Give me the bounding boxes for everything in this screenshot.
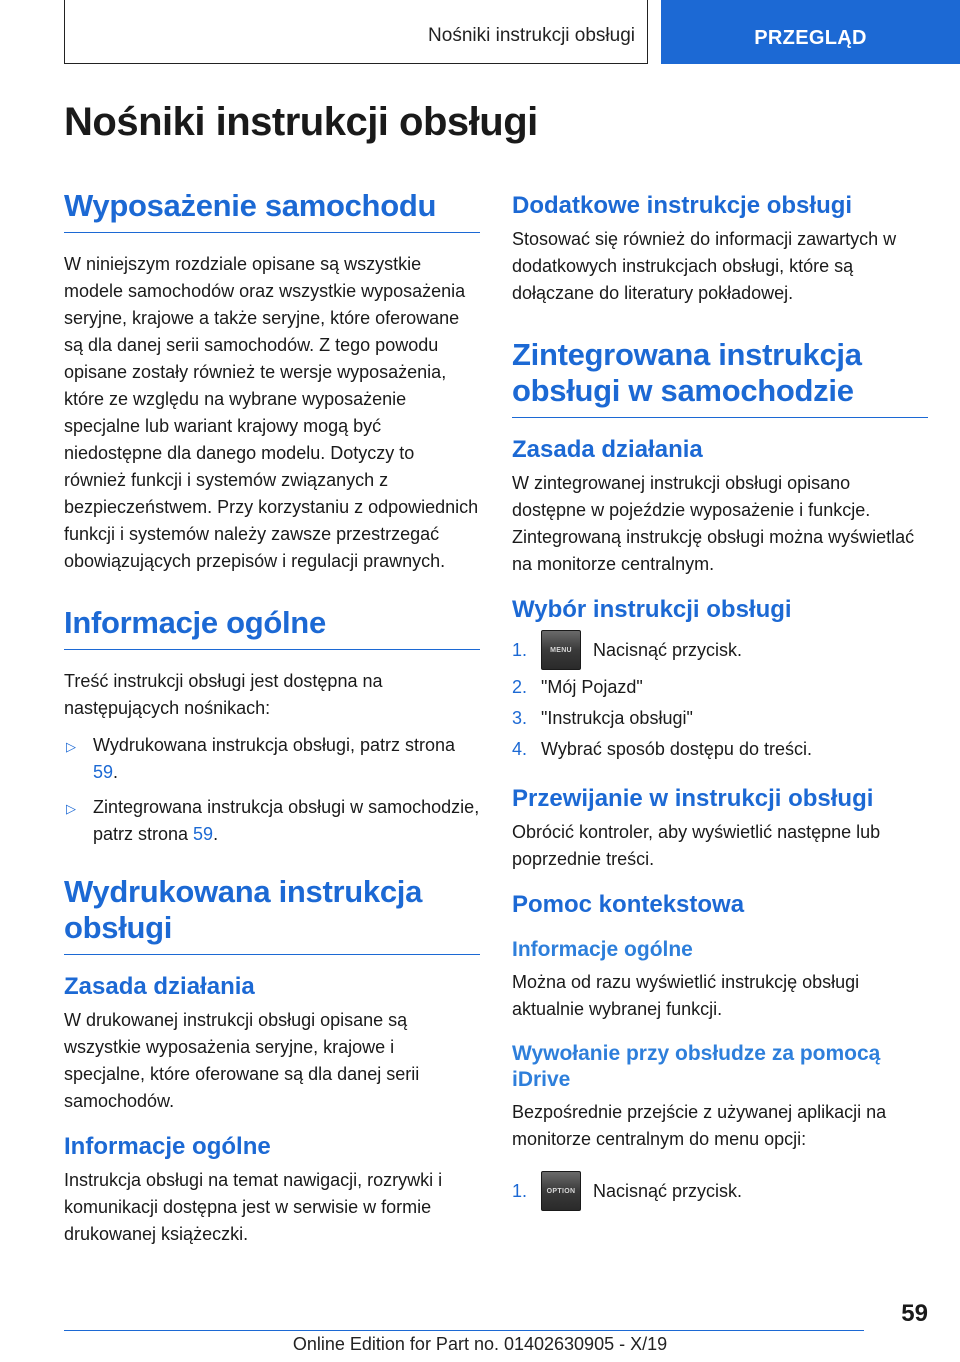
step-item: 3. "Instrukcja obsługi"	[512, 708, 693, 728]
header-tab-przeglad[interactable]	[661, 0, 960, 64]
left-column	[64, 188, 480, 1248]
subheading-dodatkowe: Dodatkowe instrukcje obsługi	[512, 192, 853, 219]
minor-heading-informacje: Informacje ogólne	[512, 938, 693, 961]
section-heading-informacje: Informacje ogólne	[64, 605, 480, 650]
section-text-informacje: Treść instrukcji obsługi jest dostępna na następujących nośnikach:	[64, 671, 383, 718]
option-key-icon: OPTION	[541, 1171, 581, 1211]
footer-edition: Online Edition for Part no. 01402630905 - X/19	[292, 1334, 668, 1354]
page-number: 59	[901, 1300, 928, 1327]
subsection-text-zasada: W drukowanej instrukcji obsługi opisane są wszystkie wyposażenia seryjne, krajowe i specjalne, które oferowane są dla danej serii samochodów.	[64, 1010, 420, 1111]
right-column	[512, 188, 928, 1215]
step-item: 1. OPTION Nacisnąć przycisk.	[512, 1171, 928, 1211]
menu-key-icon: MENU	[541, 630, 581, 670]
subheading-informacje: Informacje ogólne	[64, 1133, 271, 1160]
subsection-text-zasada-right: W zintegrowanej instrukcji obsługi opisano dostępne w pojeździe wyposażenie i funkcje. Zintegrowaną instrukcję obsługi można wyświetlać na monitorze centralnym.	[512, 473, 915, 574]
page-link[interactable]: 59	[93, 762, 114, 782]
steps-list	[512, 630, 928, 763]
subheading-zasada-right: Zasada działania	[512, 436, 703, 463]
page-link[interactable]: 59	[193, 824, 214, 844]
subheading-przewijanie: Przewijanie w instrukcji obsługi	[512, 785, 874, 812]
page-title: Nośniki instrukcji obsługi	[64, 100, 538, 144]
subheading-zasada: Zasada działania	[64, 973, 255, 1000]
section-heading-zintegrowana: Zintegrowana instrukcja obsługi w samochodzie	[512, 337, 928, 418]
subsection-text-przewijanie: Obrócić kontroler, aby wyświetlić następne lub poprzednie treści.	[512, 822, 881, 869]
media-list	[64, 732, 480, 848]
header-section-title	[64, 0, 648, 64]
triangle-bullet-icon: ▷	[66, 801, 76, 816]
header-tab-label: PRZEGLĄD	[754, 27, 867, 49]
subheading-wybor: Wybór instrukcji obsługi	[512, 596, 792, 623]
list-item: ▷ Zintegrowana instrukcja obsługi w samochodzie, patrz strona 59.	[66, 797, 480, 844]
steps-list-option	[512, 1171, 928, 1211]
header-section-title-text: Nośniki instrukcji obsługi	[428, 25, 635, 46]
step-item: 1. MENU Nacisnąć przycisk.	[512, 630, 928, 670]
subheading-pomoc: Pomoc kontekstowa	[512, 891, 745, 918]
minor-text-informacje: Można od razu wyświetlić instrukcję obsługi aktualnie wybranej funkcji.	[512, 972, 860, 1019]
step-item: 4. Wybrać sposób dostępu do treści.	[512, 739, 812, 759]
section-text-wyposazenie: W niniejszym rozdziale opisane są wszystkie modele samochodów oraz wszystkie wyposażenia seryjne, krajowe a także seryjne, które oferowane są dla danej serii samochodów. Z tego powodu opisane zostały również te wersje wyposażenia, które ze względu na wybrane wyposażenie specjalne lub wariant krajowy mogą być niedostępne dla danego modelu. Dotyczy to również funkcji i systemów związanych z bezpieczeństwem. Przy korzystaniu z odpowiednich funkcji i systemów należy zawsze przestrzegać obowiązujących przepisów i regulacji prawnych.	[64, 254, 479, 571]
step-item: 2. "Mój Pojazd"	[512, 677, 643, 697]
section-heading-wyposazenie: Wyposażenie samochodu	[64, 188, 480, 233]
minor-heading-wywolanie: Wywołanie przy obsłudze za pomocą iDrive	[512, 1042, 881, 1091]
subsection-text-dodatkowe: Stosować się również do informacji zawartych w dodatkowych instrukcjach obsługi, które są dołączane do literatury pokładowej.	[512, 229, 897, 303]
minor-text-wywolanie: Bezpośrednie przejście z używanej aplikacji na monitorze centralnym do menu opcji:	[512, 1102, 887, 1149]
section-heading-wydrukowana: Wydrukowana instrukcja obsługi	[64, 874, 480, 955]
footer-divider	[64, 1330, 864, 1331]
triangle-bullet-icon: ▷	[66, 739, 76, 754]
list-item: ▷ Wydrukowana instrukcja obsługi, patrz strona 59.	[66, 735, 456, 782]
subsection-text-informacje: Instrukcja obsługi na temat nawigacji, rozrywki i komunikacji dostępna jest w serwisie w formie drukowanej książeczki.	[64, 1170, 443, 1244]
